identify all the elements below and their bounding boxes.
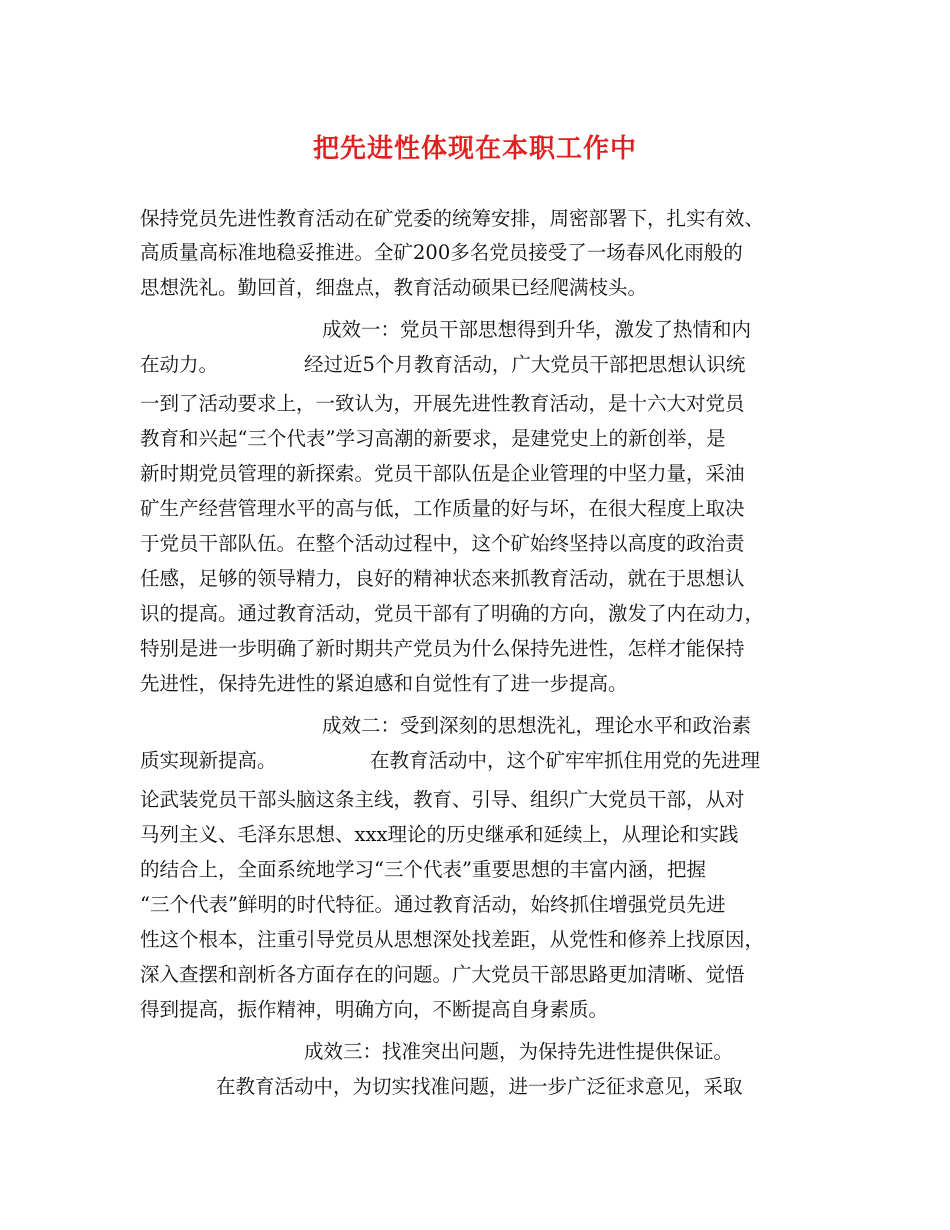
text-line: 识的提高。通过教育活动，党员干部有了明确的方向，激发了内在动力， — [140, 602, 765, 625]
section-heading-2: 成效二：受到深刻的思想洗礼，理论水平和政治素 — [322, 714, 752, 737]
section-heading-1-cont: 在动力。 — [140, 353, 219, 376]
text-line: 经过近5个月教育活动，广大党员干部把思想认识统 — [304, 353, 746, 376]
text-line: 论武装党员干部头脑这条主线，教育、引导、组织广大党员干部，从对 — [140, 788, 745, 811]
text-line: 性这个根本，注重引导党员从思想深处找差距，从党性和修养上找原因， — [140, 928, 765, 951]
text-line: 任感，足够的领导精力，良好的精神状态来抓教育活动，就在于思想认 — [140, 567, 745, 590]
text-line: 矿生产经营管理水平的高与低，工作质量的好与坏，在很大程度上取决 — [140, 497, 745, 520]
section-heading-1: 成效一：党员干部思想得到升华，激发了热情和内 — [322, 318, 752, 341]
text-line: “三个代表”鲜明的时代特征。通过教育活动，始终抓住增强党员先进 — [140, 893, 726, 916]
text-line: 高质量高标准地稳妥推进。全矿200多名党员接受了一场春风化雨般的 — [140, 241, 743, 264]
text-line: 思想洗礼。勤回首，细盘点，教育活动硕果已经爬满枝头。 — [140, 276, 648, 299]
section-heading-3: 成效三：找准突出问题，为保持先进性提供保证。 — [304, 1040, 734, 1063]
text-line: 新时期党员管理的新探索。党员干部队伍是企业管理的中坚力量，采油 — [140, 462, 745, 485]
text-line: 深入查摆和剖析各方面存在的问题。广大党员干部思路更加清晰、觉悟 — [140, 963, 745, 986]
text-line: 马列主义、毛泽东思想、xxx理论的历史继承和延续上，从理论和实践 — [140, 823, 739, 846]
text-line: 保持党员先进性教育活动在矿党委的统筹安排，周密部署下，扎实有效、 — [140, 207, 765, 230]
text-line: 得到提高，振作精神，明确方向，不断提高自身素质。 — [140, 998, 609, 1021]
text-line: 的结合上，全面系统地学习“三个代表”重要思想的丰富内涵，把握 — [140, 858, 706, 881]
text-line: 在教育活动中，为切实找准问题，进一步广泛征求意见，采取 — [216, 1075, 743, 1098]
text-line: 于党员干部队伍。在整个活动过程中，这个矿始终坚持以高度的政治责 — [140, 532, 745, 555]
section-heading-2-cont: 质实现新提高。 — [140, 749, 277, 772]
text-line: 教育和兴起“三个代表”学习高潮的新要求，是建党史上的新创举，是 — [140, 427, 726, 450]
text-line: 特别是进一步明确了新时期共产党员为什么保持先进性，怎样才能保持 — [140, 637, 745, 660]
text-line: 一到了活动要求上，一致认为，开展先进性教育活动，是十六大对党员 — [140, 392, 745, 415]
text-line: 在教育活动中，这个矿牢牢抓住用党的先进理 — [370, 749, 761, 772]
document-title: 把先进性体现在本职工作中 — [312, 134, 637, 164]
text-line: 先进性，保持先进性的紧迫感和自觉性有了进一步提高。 — [140, 672, 628, 695]
